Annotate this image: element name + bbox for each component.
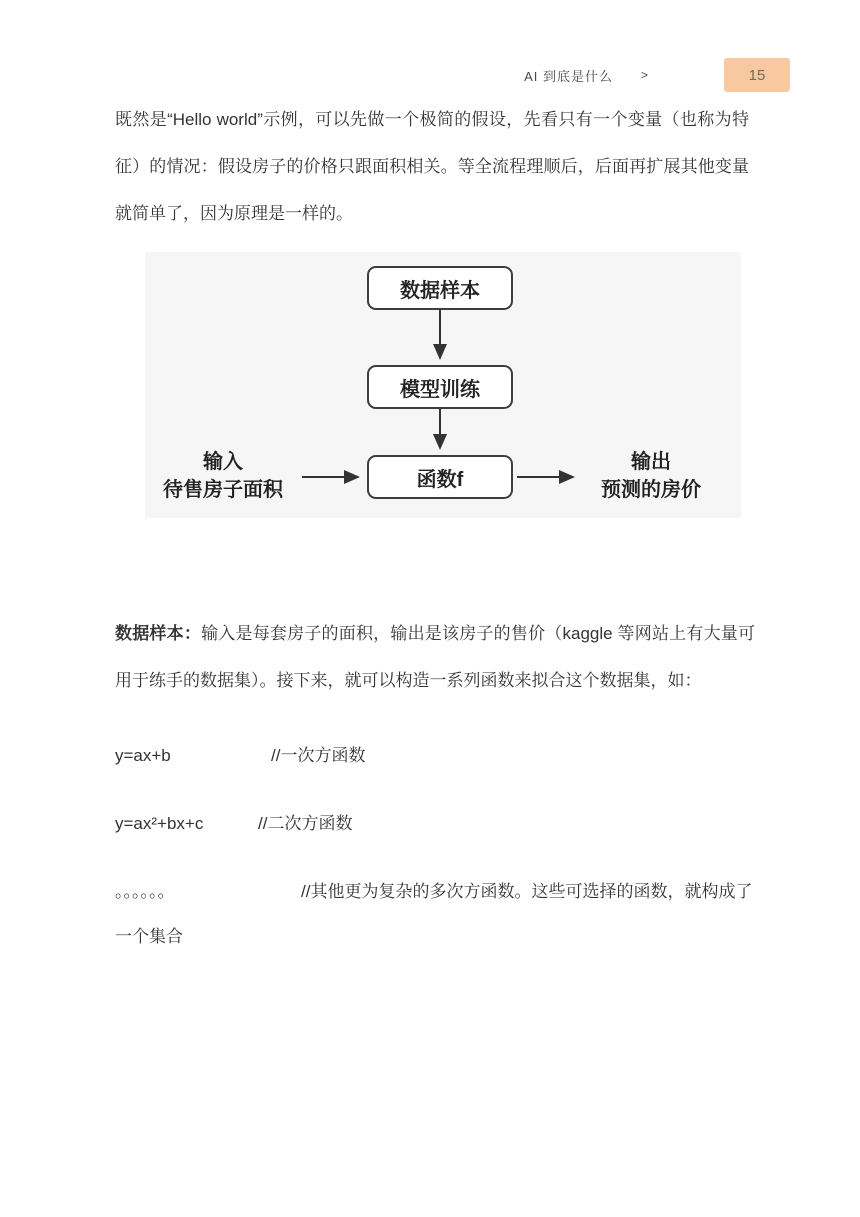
formula-linear: y=ax+b — [115, 746, 171, 765]
page-number-badge: 15 — [724, 58, 790, 92]
function-examples — [115, 733, 760, 982]
formula-row-ellipsis — [115, 869, 760, 959]
formula-quadratic: y=ax²+bx+c — [115, 814, 204, 833]
page-header — [524, 58, 790, 92]
output-label-line1: 输出 — [631, 451, 671, 473]
chevron-right-icon: > — [640, 68, 648, 82]
formula-quadratic-comment: //二次方函数 — [258, 814, 353, 833]
flowchart-diagram — [145, 252, 741, 518]
flowchart-input-label — [145, 448, 301, 504]
formula-ellipsis: 。。。。。。 — [115, 882, 175, 901]
flowchart-box-data-sample: 数据样本 — [367, 266, 513, 310]
output-label-line2: 预测的房价 — [601, 479, 701, 501]
formula-row-linear — [115, 733, 760, 778]
formula-linear-comment: //一次方函数 — [271, 746, 366, 765]
flowchart-output-label — [573, 448, 729, 504]
input-label-line1: 输入 — [203, 451, 243, 473]
flowchart-box-function-f: 函数f — [367, 455, 513, 499]
data-sample-lead-in: 数据样本： — [115, 624, 202, 643]
flowchart-box-model-training: 模型训练 — [367, 365, 513, 409]
formula-ellipsis-comment: //其他更为复杂的多次方函数。这些可选择的函数，就构成了一个集合 — [115, 882, 753, 946]
input-label-line2: 待售房子面积 — [163, 479, 283, 501]
data-sample-paragraph — [115, 610, 755, 704]
data-sample-text: 输入是每套房子的面积，输出是该房子的售价（kaggle 等网站上有大量可用于练手的数据集）。接下来，就可以构造一系列函数来拟合这个数据集，如： — [115, 624, 755, 690]
formula-row-quadratic — [115, 801, 760, 846]
intro-paragraph: 既然是“Hello world”示例，可以先做一个极简的假设，先看只有一个变量（也称为特征）的情况：假设房子的价格只跟面积相关。等全流程理顺后，后面再扩展其他变量就简单了，因为原理是一样的。 — [115, 110, 749, 223]
running-head-title: AI 到底是什么 — [524, 68, 613, 84]
